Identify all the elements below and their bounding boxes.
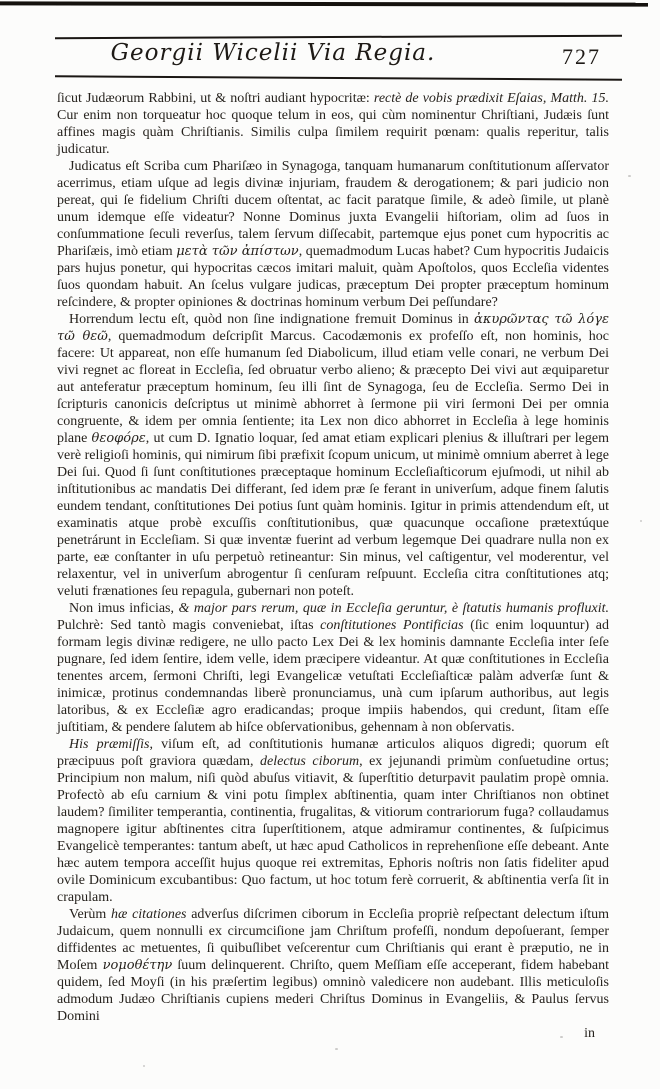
text-run-roman: Judicatus eſt Scriba cum Phariſæo in Synagoga, tanquam humanarum conſtitutionum aſſervator acerrimus, etiam uſque ad legis divinæ injuriam, fraudem & derogationem; & pari judicio non pereat, qui ſe fidelium Chriſti ducem oſtentat, ac facit paratque ſimile, & adeò ſimile, ut planè unum idemque eſſe videatur? Nonne Dominus juxta Evangelii hiſtoriam, olim ad ſuos in conſummatione ſeculi reverſus, talem ſervum diſſecabit, partemque ejus ponet cum hypocritis ac Phariſæis, imò etiam — [57, 159, 609, 259]
running-header-title: Georgii Wicelii Via Regia. — [110, 40, 436, 66]
page-top-edge-line — [0, 1, 648, 6]
scan-speckle — [640, 520, 642, 522]
text-block — [57, 90, 609, 1042]
paragraph-6 — [57, 906, 609, 1025]
text-run-italic: rectè de vobis prædixit Eſaias, Matth. 15. — [373, 91, 609, 106]
paragraph-4 — [57, 600, 609, 736]
text-run-roman: , quemadmodum deſcripſit Marcus. Cacodæmonis ex profeſſo eſt, non hominis, hoc facere: Ut appareat, non eſſe humanum ſed Diabolicum, illud etiam velle conari, ne verbum Dei vivi regnet ac floreat in Eccleſia, ſed obruatur verbo alieno; & præcepto Dei vivi aut æquiparetur aut anteferatur præceptum hominum, ſeu illi ſint de Synagoga, ſeu de Eccleſia. Sermo Dei in ſcripturis canonicis deſcriptus ut minimè abhorret à ſermone pii viri ſermoni Dei per omnia congruente, & idem per omnia ſentiente; ita Lex non dico abhorret in Eccleſia à lege hominis plane — [57, 329, 610, 446]
text-run-roman: , viſum eſt, ad conſtitutionis humanæ articulos aliquos digredi; quorum eſt præcipuus poſt graviora quædam, — [57, 737, 609, 769]
text-run-greek: νομοθέτην — [102, 958, 173, 973]
text-run-italic: delectus ciborum — [260, 754, 360, 769]
catchword: in — [584, 1026, 595, 1041]
text-run-italic: hæ citationes — [111, 907, 187, 922]
text-run-roman: ſicut Judæorum Rabbini, ut & noſtri audiant hypocritæ: — [57, 91, 374, 106]
text-run-roman: Cur enim non torqueatur hoc quoque telum in eos, qui cùm nominentur Chriſtiani, Judæis ſunt affines magis quàm Chriſtianis. Similis culpa ſimilem requirit pœnam: qualis reperitur, talis judicatur. — [57, 108, 609, 157]
paragraph-2 — [57, 158, 609, 311]
text-run-roman: , ex jejunandi primùm conſuetudine ortus; Principium non malum, niſi quòd abuſus vitiavit, & ſuperſtitio deturpavit paulatim propè omnia. Profectò ab eſu carnium & vini potu ſimplex abſtinentia, quam inter Chriſtianos non obtinet laudem? ſimiliter temperantia, continentia, frugalitas, & vitiorum contrariorum fuga? collaudamus magnopere igitur abſtinentes citra ſuperſtitionem, atque admiramur continentes, & ſuſpicimus Evangelicè temperantes: tantum abeſt, ut hæc apud Catholicos in reprehenſione eſſe debeant. Ante hæc autem tempora acceſſit hujus quoque rei extremitas, Ephoris noſtris non ſatis fideliter apud ovile Dominicum excubantibus: Quo factum, ut hoc totum ferè corruerit, & abſtinentia verſa ſit in crapulam. — [57, 754, 610, 905]
text-run-greek: θεοφόρε — [91, 431, 146, 446]
text-run-italic: His præmiſſis — [69, 737, 150, 752]
running-header — [57, 40, 609, 76]
text-run-roman: (ſic enim loquuntur) ad formam legis divinæ redigere, ne ullo pacto Lex Dei & lex hominis damnante Eccleſia inter ſeſe pugnare, ſed idem ſentire, idem velle, idem præcipere videantur. At quæ conſtitutiones in Eccleſia tenentes arcem, ſermoni Chriſti, legi Evangelicæ vetuſtati Eccleſiaſticæ palàm adverſæ ſunt & inimicæ, protinus condemnandas liberè pronunciamus, unà cum ipſarum authoribus, aut legis latoribus, & ex Eccleſiæ agro eradicandas; proque impiis habendos, qui credunt, ſitam eſſe juſtitiam, & pendere ſalutem ab hiſce obſervationibus, gehennam à non obſervatis. — [57, 618, 609, 735]
text-run-roman: Verùm — [69, 907, 112, 922]
header-rule-top — [55, 35, 622, 39]
text-run-roman: adverſus diſcrimen ciborum in Eccleſia propriè reſpectant delectum iſtum Judaicum, quem nonnulli ex circumciſione jam Chriſtum profeſſi, nondum depoſuerant, ſemper diffidentes ac metuentes, ſi quibuſlibet veſcerentur cum Chriſtianis qui erant è præputio, ne in Moſem — [57, 907, 609, 973]
paragraphs-container — [57, 90, 609, 1025]
header-rule-bottom — [55, 75, 622, 80]
scan-speckle — [560, 1036, 563, 1038]
text-run-roman: Horrendum lectu eſt, quòd non ſine indignatione fremuit Dominus in — [69, 312, 475, 327]
paragraph-3 — [57, 311, 609, 600]
text-run-greek: ἀκυρῶντας τῶ λόγε τῶ θεῶ — [57, 312, 609, 344]
text-run-roman: , ut cum D. Ignatio loquar, ſed amat etiam explicari plenius & illuſtrari per legem verè religioſi hominis, qui nimirum ſibi præfixit ſcopum unicum, ut minimè omnium aberret à lege Dei ſui. Quod ſi ſunt conſtitutiones præceptaque hominum Eccleſiaſticorum ejuſmodi, ut nihil ab inſtitutionibus ac mandatis Dei differant, ſed idem præ ſe ferant in univerſum, adque finem ſalutis eundem tendant, conſtitutiones Dei potius ſunt quàm hominis. Igitur in primis attendendum eſt, ut examinatis atque probè excuſſis conſtitutionibus, quæ quacunque occaſione prætextúque penetrárunt in Eccleſiam. Si quæ inventæ fuerint ad verbum legemque Dei quadrare nulla non ex parte, eæ conſtanter in uſu perpetuò retineantur: Sin minus, vel caſtigentur, vel moderentur, vel relaxentur, vel in univerſum abrogentur ſi cenſuram reſpuunt. Eccleſia citra conſtitutiones atq; veluti frænationes ſeu repagula, gubernari non poteſt. — [57, 431, 609, 599]
text-run-italic: & major pars rerum, quæ in Eccleſia geruntur, è ſtatutis humanis profluxit. — [178, 601, 610, 616]
text-run-roman: ſuum delinquerent. Chriſto, quem Meſſiam eſſe acceperant, fidem habebant quidem, ſed Moyſi (in his præſertim legibus) omninò valedicere non audebant. Illis meticuloſis admodum Judæo Chriſtianis cupiens mederi Chriſtus Dominus in Evangeliis, & Paulus ſervus Domini — [57, 958, 609, 1024]
scan-speckle — [143, 1065, 145, 1067]
text-run-roman: Non imus inficias, — [69, 601, 179, 616]
scan-speckle — [628, 175, 631, 177]
text-run-italic: conſtitutiones Pontificias — [320, 618, 464, 633]
text-run-greek: μετὰ τῶν ἀπίστων — [176, 244, 299, 259]
text-run-roman: , quemadmodum Lucas habet? Cum hypocritis Judaicis pars hujus ponetur, qui hypocritas cæcos imitari maluit, quàm Apoſtolos, quos Eccleſia videntes ſuos quondam habuit. An ſcelus vulgare judicas, præceptum Dei propter præceptum hominum reſcindere, & propter opiniones & doctrinas hominum verbum Dei peſſundare? — [57, 244, 609, 310]
page-number: 727 — [562, 44, 601, 69]
scan-speckle — [335, 1048, 338, 1050]
paragraph-1 — [57, 90, 609, 158]
text-run-roman: Pulchrè: Sed tantò magis conveniebat, iſtas — [57, 618, 321, 633]
paragraph-5 — [57, 736, 609, 906]
